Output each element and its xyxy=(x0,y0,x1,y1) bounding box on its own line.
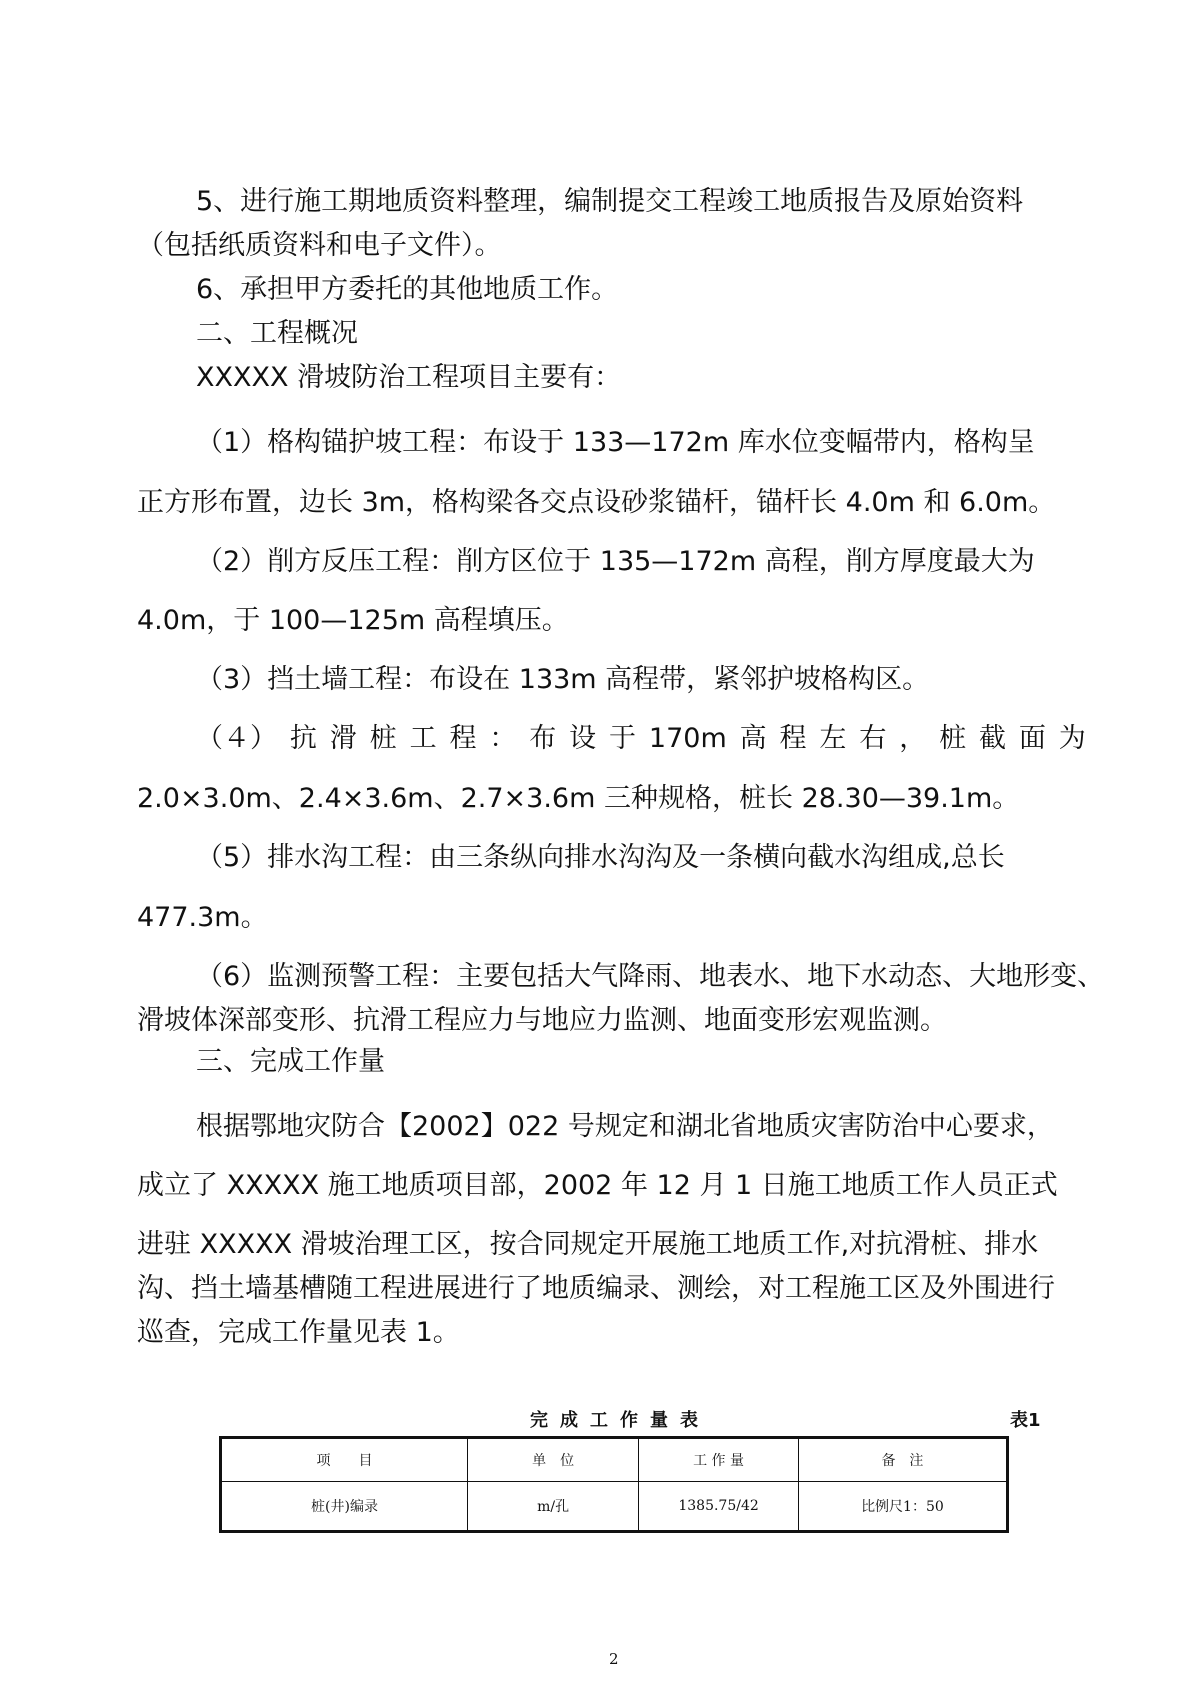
paragraph-project1-line1: （1）格构锚护坡工程：布设于 133—172m 库水位变幅带内，格构呈 xyxy=(196,427,1035,458)
paragraph-item5-line2: （包括纸质资料和电子文件）。 xyxy=(137,230,502,261)
paragraph-project4-line1 xyxy=(196,721,1086,757)
paragraph-project6-line2: 滑坡体深部变形、抗滑工程应力与地应力监测、地面变形宏观监测。 xyxy=(137,1005,947,1036)
word: 桩 xyxy=(369,723,397,754)
word: 布 xyxy=(529,723,557,754)
paragraph-project4-line2: 2.0×3.0m、2.4×3.6m、2.7×3.6m 三种规格，桩长 28.30—39.1m。 xyxy=(137,783,1020,814)
paragraph-project5-line2: 477.3m。 xyxy=(137,902,268,933)
paragraph-workload-line3: 进驻 XXXXX 滑坡治理工区，按合同规定开展施工地质工作,对抗滑桩、排水 xyxy=(137,1229,1039,1260)
table-row xyxy=(221,1482,1008,1532)
word: 面 xyxy=(1018,723,1046,754)
word: 工 xyxy=(409,723,437,754)
section-heading-overview: 二、工程概况 xyxy=(196,318,358,349)
word: 为 xyxy=(1058,723,1086,754)
word: （４） xyxy=(196,723,277,754)
header-unit: 单 位 xyxy=(467,1438,638,1482)
word: 抗 xyxy=(289,723,317,754)
word: 高 xyxy=(739,723,767,754)
word: 左 xyxy=(819,723,847,754)
paragraph-project6-line1: （6）监测预警工程：主要包括大气降雨、地表水、地下水动态、大地形变、 xyxy=(196,961,1105,992)
paragraph-project1-line2: 正方形布置，边长 3m，格构梁各交点设砂浆锚杆，锚杆长 4.0m 和 6.0m。 xyxy=(137,487,1056,518)
word: ， xyxy=(899,723,927,754)
word: 桩 xyxy=(939,723,967,754)
paragraph-workload-line4: 沟、挡土墙基槽随工程进展进行了地质编录、测绘，对工程施工区及外围进行 xyxy=(137,1273,1055,1304)
paragraph-item5-line1: 5、进行施工期地质资料整理，编制提交工程竣工地质报告及原始资料 xyxy=(196,186,1024,217)
word: 170m xyxy=(648,723,727,754)
paragraph-workload-line1: 根据鄂地灾防合【2002】022 号规定和湖北省地质灾害防治中心要求， xyxy=(196,1111,1054,1142)
word: 截 xyxy=(978,723,1006,754)
paragraph-workload-line5: 巡查，完成工作量见表 1。 xyxy=(137,1317,460,1348)
section-heading-workload: 三、完成工作量 xyxy=(196,1046,385,1077)
table-cell: m/孔 xyxy=(467,1482,638,1532)
word: 于 xyxy=(609,723,637,754)
word: 程 xyxy=(449,723,477,754)
page-number: 2 xyxy=(609,1650,619,1668)
word: 滑 xyxy=(329,723,357,754)
paragraph-workload-line2: 成立了 XXXXX 施工地质项目部，2002 年 12 月 1 日施工地质工作人员正式 xyxy=(137,1170,1058,1201)
workload-table xyxy=(219,1436,1009,1533)
table-number: 表1 xyxy=(1010,1410,1041,1431)
table-title: 完成工作量表 xyxy=(530,1410,710,1431)
paragraph-project3: （3）挡土墙工程：布设在 133m 高程带，紧邻护坡格构区。 xyxy=(196,664,930,695)
paragraph-project2-line1: （2）削方反压工程：削方区位于 135—172m 高程，削方厚度最大为 xyxy=(196,546,1035,577)
word: 右 xyxy=(859,723,887,754)
paragraph-item6: 6、承担甲方委托的其他地质工作。 xyxy=(196,274,619,305)
paragraph-intro: XXXXX 滑坡防治工程项目主要有： xyxy=(196,362,622,393)
header-item: 项 目 xyxy=(221,1438,468,1482)
word: 设 xyxy=(569,723,597,754)
header-quantity: 工 作 量 xyxy=(639,1438,799,1482)
table-header-row xyxy=(221,1438,1008,1482)
word: ： xyxy=(489,723,517,754)
table-cell: 比例尺1：50 xyxy=(798,1482,1007,1532)
table-cell: 1385.75/42 xyxy=(639,1482,799,1532)
word: 程 xyxy=(779,723,807,754)
header-remark: 备 注 xyxy=(798,1438,1007,1482)
paragraph-project2-line2: 4.0m，于 100—125m 高程填压。 xyxy=(137,605,569,636)
table-cell: 桩(井)编录 xyxy=(221,1482,468,1532)
paragraph-project5-line1: （5）排水沟工程：由三条纵向排水沟沟及一条横向截水沟组成,总长 xyxy=(196,842,1005,873)
